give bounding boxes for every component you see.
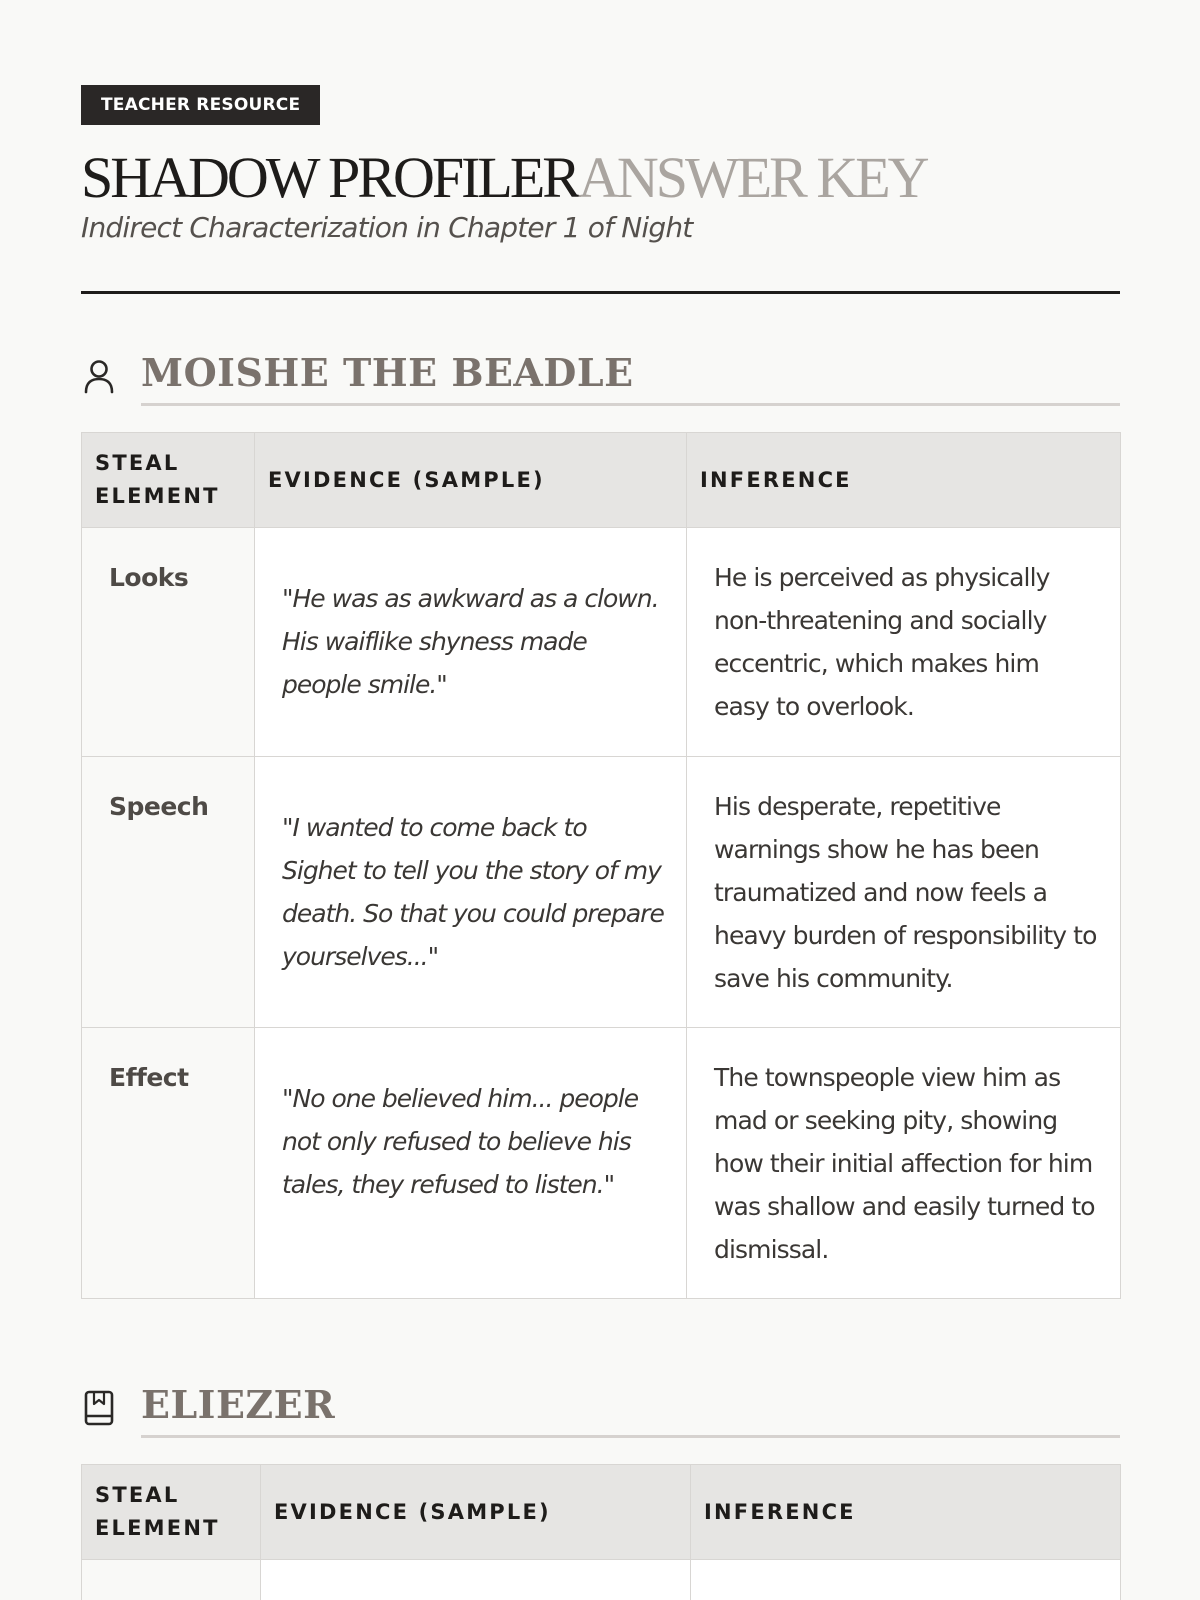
eliezer-table: [81, 1464, 1121, 1600]
element-cell: Looks: [82, 528, 255, 757]
element-cell: [82, 1560, 261, 1600]
table-header-row: [82, 1465, 1121, 1560]
table-row: [82, 1028, 1121, 1299]
evidence-cell: "He was as awkward as a clown. His waiflike shyness made people smile.": [255, 528, 687, 757]
title-secondary: ANSWER KEY: [577, 145, 927, 210]
table-row: [82, 1560, 1121, 1600]
book-icon: [83, 1390, 115, 1426]
column-header-evidence: EVIDENCE (SAMPLE): [255, 433, 687, 528]
column-header-evidence: EVIDENCE (SAMPLE): [261, 1465, 691, 1560]
inference-cell: The townspeople view him as mad or seeking pity, showing how their initial affection for him was shallow and easily turned to dismissal.: [687, 1028, 1121, 1299]
section-header: [81, 348, 1120, 398]
inference-cell: He is perceived as physically non-threatening and socially eccentric, which makes him easy to overlook.: [687, 528, 1121, 757]
section-moishe: [81, 348, 1120, 398]
section-title: MOISHE THE BEADLE: [141, 350, 634, 395]
section-rule: [141, 1435, 1120, 1438]
page-title: [81, 147, 1120, 209]
evidence-cell: "No one believed him... people not only refused to believe his tales, they refused to listen.": [255, 1028, 687, 1299]
page-subtitle: Indirect Characterization in Chapter 1 of Night: [81, 211, 693, 244]
element-cell: Effect: [82, 1028, 255, 1299]
answer-key-page: [81, 85, 1120, 1540]
table-row: [82, 757, 1121, 1028]
header-divider: [81, 291, 1120, 294]
evidence-cell: "I wanted to come back to Sighet to tell you the story of my death. So that you could prepare yourselves...": [255, 757, 687, 1028]
title-primary: SHADOW PROFILER: [81, 145, 578, 210]
column-header-inference: INFERENCE: [691, 1465, 1121, 1560]
section-title: ELIEZER: [141, 1382, 336, 1427]
inference-cell: His desperate, repetitive warnings show he has been traumatized and now feels a heavy burden of responsibility to save his community.: [687, 757, 1121, 1028]
section-eliezer: [81, 1380, 1120, 1430]
column-header-inference: INFERENCE: [687, 433, 1121, 528]
teacher-resource-badge: TEACHER RESOURCE: [81, 85, 320, 125]
person-icon: [83, 358, 115, 394]
column-header-element: STEAL ELEMENT: [82, 1465, 261, 1560]
table-row: [82, 528, 1121, 757]
inference-cell: [691, 1560, 1121, 1600]
table-header-row: [82, 433, 1121, 528]
section-header: [81, 1380, 1120, 1430]
section-rule: [141, 403, 1120, 406]
evidence-cell: [261, 1560, 691, 1600]
column-header-element: STEAL ELEMENT: [82, 433, 255, 528]
moishe-table: [81, 432, 1121, 1299]
element-cell: Speech: [82, 757, 255, 1028]
